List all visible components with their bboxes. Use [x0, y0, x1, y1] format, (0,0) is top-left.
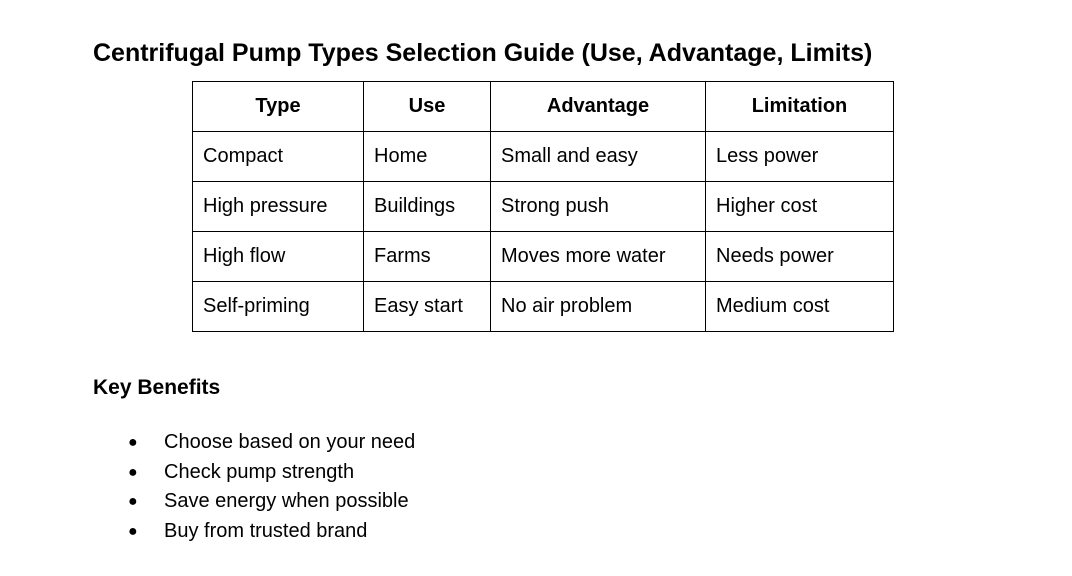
page-title: Centrifugal Pump Types Selection Guide (Use, Advantage, Limits): [93, 39, 873, 67]
list-item-text: Choose based on your need: [164, 431, 416, 453]
list-item: [93, 428, 415, 458]
table-row: [193, 282, 894, 332]
list-item: [93, 487, 415, 517]
table-row: [193, 182, 894, 232]
table-cell-advantage: Small and easy: [491, 132, 706, 182]
table-cell-limitation: Less power: [706, 132, 894, 182]
table-cell-use: Home: [364, 132, 491, 182]
table-cell-advantage: Moves more water: [491, 232, 706, 282]
list-item: [93, 517, 415, 547]
list-item-text: Save energy when possible: [164, 490, 409, 512]
table-cell-advantage: No air problem: [491, 282, 706, 332]
table-cell-limitation: Needs power: [706, 232, 894, 282]
table-cell-use: Easy start: [364, 282, 491, 332]
column-header-advantage: Advantage: [491, 82, 706, 132]
bullet-icon: ●: [128, 493, 138, 510]
table-cell-type: High pressure: [193, 182, 364, 232]
table-cell-use: Buildings: [364, 182, 491, 232]
bullet-icon: ●: [128, 434, 138, 451]
list-item-text: Check pump strength: [164, 460, 355, 483]
table-cell-type: Compact: [193, 132, 364, 182]
table-cell-limitation: Higher cost: [706, 182, 894, 232]
table-cell-advantage: Strong push: [491, 182, 706, 232]
table-header-row: [193, 82, 894, 132]
table-cell-type: Self-priming: [193, 282, 364, 332]
table-row: [193, 132, 894, 182]
key-benefits-list: [93, 428, 415, 546]
table-cell-limitation: Medium cost: [706, 282, 894, 332]
key-benefits-heading: Key Benefits: [93, 376, 221, 399]
list-item: [93, 458, 415, 488]
list-item-text: Buy from trusted brand: [164, 519, 368, 542]
bullet-icon: ●: [128, 463, 138, 481]
table-cell-use: Farms: [364, 232, 491, 282]
column-header-limitation: Limitation: [706, 82, 894, 132]
table-row: [193, 232, 894, 282]
pump-types-table: [192, 81, 894, 332]
column-header-type: Type: [193, 82, 364, 132]
column-header-use: Use: [364, 82, 491, 132]
table-cell-type: High flow: [193, 232, 364, 282]
bullet-icon: ●: [128, 522, 138, 540]
